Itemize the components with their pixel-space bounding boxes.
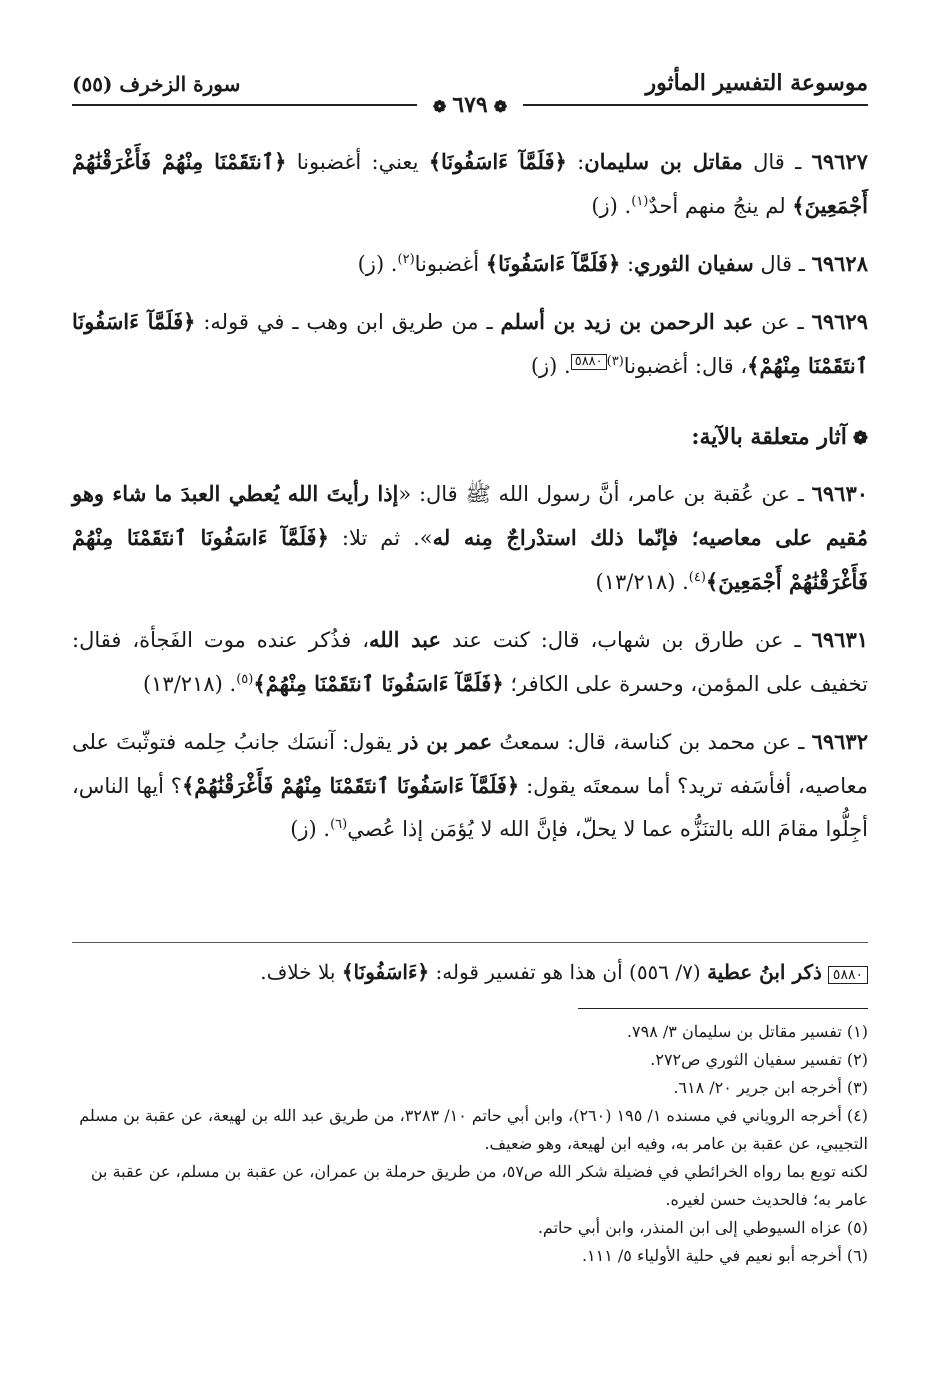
quran-quote: ﴿ءَاسَفُونَا﴾ <box>341 960 430 984</box>
text: . (١٣/٢١٨) <box>595 570 689 594</box>
footnote-ref[interactable]: (٣) <box>606 354 624 369</box>
entry-69630 <box>72 472 868 604</box>
narrator: عمر بن ذر <box>398 729 493 754</box>
text: : <box>566 150 585 174</box>
entry-number: ٦٩٦٣١ <box>811 627 869 652</box>
entry-number: ٦٩٦٢٨ <box>811 251 868 276</box>
commentary-note-box[interactable]: ٥٨٨٠ <box>828 966 868 984</box>
narrator: عبد الرحمن بن زيد بن أسلم <box>500 309 754 334</box>
entry-number: ٦٩٦٢٩ <box>811 309 868 334</box>
quran-quote: ﴿فَلَمَّآ ءَاسَفُونَا﴾ <box>428 149 567 174</box>
ornament-icon: ❁ <box>432 97 447 116</box>
footnote: (٦) أخرجه أبو نعيم في حلية الأولياء ٥/ ١١١. <box>581 1246 868 1265</box>
text: : <box>620 252 635 276</box>
section-heading <box>72 416 868 460</box>
book-title: موسوعة التفسير المأثور <box>645 70 868 96</box>
quran-quote: ﴿فَلَمَّآ ءَاسَفُونَا ٱنتَقَمْنَا مِنْهُمْ فَأَغْرَقْنَٰهُمْ أَجْمَعِينَ﴾ <box>72 525 868 594</box>
page-number <box>417 92 523 118</box>
text: ـ عن طارق بن شهاب، قال: كنت عند <box>440 628 812 652</box>
footnote-ref[interactable]: (٦) <box>330 817 348 832</box>
footnotes <box>72 1018 868 1270</box>
footnote: (١) تفسير مقاتل بن سليمان ٣/ ٧٩٨. <box>626 1022 868 1041</box>
entry-69627 <box>72 140 868 228</box>
footnote-ref[interactable]: (٢) <box>397 252 415 267</box>
section-heading-text: آثار متعلقة بالآية: <box>691 424 847 450</box>
text: ». ثم تلا: <box>328 526 433 550</box>
footnote: (٤) أخرجه الروياني في مسنده ١/ ١٩٥ (٢٦٠)، وابن أبي حاتم ١٠/ ٣٢٨٣، من طريق عبد الله بن لهيعة، عن عقبة بن مسلم التجيبي، عن عقبة بن عامر به، وفيه ابن لهيعة، وهو ضعيف. <box>79 1106 868 1153</box>
text: . (١٣/٢١٨) <box>142 672 237 696</box>
footnote: (٣) أخرجه ابن جرير ٢٠/ ٦١٨. <box>673 1078 868 1097</box>
text: ، قال: أغضبونا <box>623 354 748 378</box>
text: ـ عن عُقبة بن عامر، أنَّ رسول الله ﷺ قال: « <box>398 482 812 506</box>
quran-quote: ﴿فَلَمَّآ ءَاسَفُونَا ٱنتَقَمْنَا مِنْهُمْ﴾ <box>72 309 868 378</box>
narrator: مقاتل بن سليمان <box>584 149 743 174</box>
quran-quote: ﴿فَلَمَّآ ءَاسَفُونَا ٱنتَقَمْنَا مِنْهُمْ﴾ <box>253 671 504 696</box>
page-number-text: ٦٧٩ <box>452 92 488 118</box>
main-text <box>72 140 868 865</box>
page-number-wrap <box>0 92 940 118</box>
flower-icon: ❁ <box>852 428 868 449</box>
text: ؟ أيها الناس، أجِلُّوا مقامَ الله بالتنَزُّه عما لا يحلّ، فإنَّ الله لا يُؤمَن إذا عُصي <box>72 774 868 841</box>
narrator: عبد الله <box>369 627 441 652</box>
footnote-ref[interactable]: (١) <box>631 194 649 209</box>
entry-number: ٦٩٦٢٧ <box>811 149 868 174</box>
entry-69629 <box>72 300 868 388</box>
text: ـ عن <box>753 310 812 334</box>
text: ـ قال <box>753 252 812 276</box>
entry-number: ٦٩٦٣٢ <box>811 729 868 754</box>
note-author: ذكر ابنُ عطية <box>707 960 822 984</box>
text: ـ عن محمد بن كناسة، قال: سمعتُ <box>492 730 812 754</box>
footnote: (٥) عزاه السيوطي إلى ابن المنذر، وابن أبي حاتم. <box>537 1218 868 1237</box>
text: يقول: آنسَك جانبُ حِلمه فتوثّبتَ على معاصيه، أفأسَفه تريد؟ أما سمعتَه يقول: <box>72 730 869 798</box>
text: . (ز) <box>530 354 571 378</box>
commentary-ref-box[interactable]: ٥٨٨٠ <box>571 354 607 370</box>
text: ـ من طريق ابن وهب ـ في قوله: <box>195 310 501 334</box>
footnote-ref[interactable]: (٤) <box>688 570 706 585</box>
hadith-text: إذا رأيتَ الله يُعطي العبدَ ما شاء وهو مُقيم على معاصيه؛ فإنّما ذلك استدْراجٌ مِنه له <box>72 481 869 550</box>
quran-quote: ﴿فَلَمَّآ ءَاسَفُونَا ٱنتَقَمْنَا مِنْهُمْ فَأَغْرَقْنَٰهُمْ﴾ <box>181 773 520 798</box>
text: يعني: أغضبونا <box>286 150 429 174</box>
text: أغضبونا <box>414 252 486 276</box>
entry-number: ٦٩٦٣٠ <box>811 481 869 506</box>
entry-69631 <box>72 618 868 706</box>
text: بلا خلاف. <box>260 960 342 984</box>
text: (٧/ ٥٥٦) أن هذا هو تفسير قوله: <box>429 960 708 984</box>
entry-69632 <box>72 720 868 851</box>
commentary-note <box>72 942 868 989</box>
surah-label: سورة الزخرف (٥٥) <box>72 72 241 96</box>
entry-69628 <box>72 242 868 286</box>
text: . (ز) <box>290 817 331 841</box>
narrator: سفيان الثوري <box>634 251 754 276</box>
footnote: لكنه توبع بما رواه الخرائطي في فضيلة شكر الله ص٥٧، من طريق حرملة بن عمران، عن عقبة بن مسلم، عن عقبة بن عامر به؛ فالحديث حسن لغيره. <box>90 1162 868 1209</box>
ornament-icon: ❁ <box>493 97 508 116</box>
text: . (ز) <box>591 194 632 218</box>
quran-quote: ﴿ٱنتَقَمْنَا مِنْهُمْ فَأَغْرَقْنَٰهُمْ أَجْمَعِينَ﴾ <box>72 149 868 218</box>
text: ـ قال <box>742 150 812 174</box>
footnote: (٢) تفسير سفيان الثوري ص٢٧٢. <box>650 1050 868 1069</box>
footnote-rule <box>578 1008 868 1009</box>
text: لم ينجُ منهم أحدٌ <box>648 194 793 218</box>
text: ، فذُكر عنده موت الفَجأة، فقال: تخفيف على المؤمن، وحسرة على الكافر؛ <box>72 628 868 696</box>
quran-quote: ﴿فَلَمَّآ ءَاسَفُونَا﴾ <box>485 251 621 276</box>
footnote-ref[interactable]: (٥) <box>236 672 254 687</box>
text: . (ز) <box>357 252 398 276</box>
